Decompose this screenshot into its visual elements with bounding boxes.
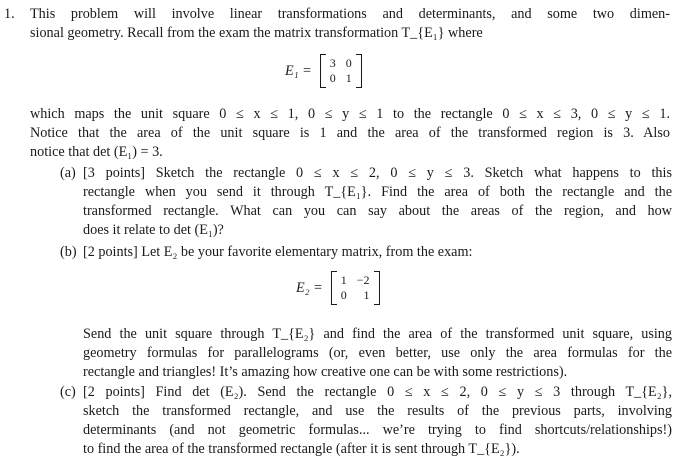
matrix-cell: 1 <box>340 273 347 287</box>
intro-line-1: This problem will involve linear transformations and determinants, and some two dimen- <box>30 6 670 22</box>
part-a-line-3: transformed rectangle. What can you can say about the areas of the region, and how <box>83 203 672 219</box>
part-a-line-2: rectangle when you send it through T_{E₁}. Find the area of both the rectangle and the <box>83 184 672 200</box>
part-b-line-2: Send the unit square through T_{E₂} and find the area of the transformed unit square, using <box>83 326 672 342</box>
matrix-cell: 0 <box>329 71 336 85</box>
after-e1-line-3: notice that det (E₁) = 3. <box>30 144 163 160</box>
intro-paragraph <box>30 5 670 43</box>
e1-label: E₁ = <box>285 62 312 79</box>
matrix-cell: 1 <box>345 71 352 85</box>
part-b-line-4: rectangle and triangles! It’s amazing how creative one can be with some restrictions). <box>83 364 568 380</box>
matrix-cell: 1 <box>363 288 370 302</box>
part-a-label: (a) <box>60 165 76 181</box>
e1-matrix <box>320 54 362 88</box>
part-c-line-1: [2 points] Find det (E₂). Send the rectangle 0 ≤ x ≤ 2, 0 ≤ y ≤ 3 through T_{E₂}, <box>83 384 672 400</box>
e1-matrix-cells <box>326 54 356 88</box>
right-bracket <box>374 271 380 305</box>
right-bracket <box>356 54 362 88</box>
part-b-text <box>83 325 672 382</box>
part-c-line-3: determinants (and not geometric formulas... we’re trying to find shortcuts/relationships!) <box>83 422 672 438</box>
matrix-cell: −2 <box>356 273 370 287</box>
matrix-cell: 3 <box>329 56 336 70</box>
part-a-text <box>83 164 672 240</box>
after-e1-line-1: which maps the unit square 0 ≤ x ≤ 1, 0 ≤ y ≤ 1 to the rectangle 0 ≤ x ≤ 3, 0 ≤ y ≤ 1. <box>30 106 670 122</box>
part-c-line-4: to find the area of the transformed rectangle (after it is sent through T_{E₂}). <box>83 441 520 457</box>
matrix-cell: 0 <box>345 56 352 70</box>
e2-label: E₂ = <box>296 279 323 296</box>
equation-e1 <box>285 54 362 88</box>
matrix-cell: 0 <box>340 288 347 302</box>
equation-e2 <box>296 271 380 305</box>
problem-number: 1. <box>4 6 15 22</box>
part-a-line-4: does it relate to det (E₁)? <box>83 222 224 238</box>
part-c-line-2: sketch the transformed rectangle, and use the results of the previous parts, involving <box>83 403 672 419</box>
part-a-line-1: [3 points] Sketch the rectangle 0 ≤ x ≤ 2, 0 ≤ y ≤ 3. Sketch what happens to this <box>83 165 672 181</box>
part-b-line-1: [2 points] Let E₂ be your favorite elementary matrix, from the exam: <box>83 244 473 260</box>
after-e1-line-2: Notice that the area of the unit square is 1 and the area of the transformed region is 3. Also <box>30 125 670 141</box>
part-b-label: (b) <box>60 244 77 260</box>
intro-line-2: sional geometry. Recall from the exam the matrix transformation T_{E₁} where <box>30 25 483 41</box>
part-c-text <box>83 383 672 459</box>
part-c-label: (c) <box>60 384 76 400</box>
e2-matrix-cells <box>337 271 374 305</box>
part-b-line-3: geometry formulas for parallelograms (or, even better, use only the area formulas for the <box>83 345 672 361</box>
after-e1-paragraph <box>30 105 670 162</box>
part-b-intro <box>83 243 672 262</box>
e2-matrix <box>331 271 380 305</box>
